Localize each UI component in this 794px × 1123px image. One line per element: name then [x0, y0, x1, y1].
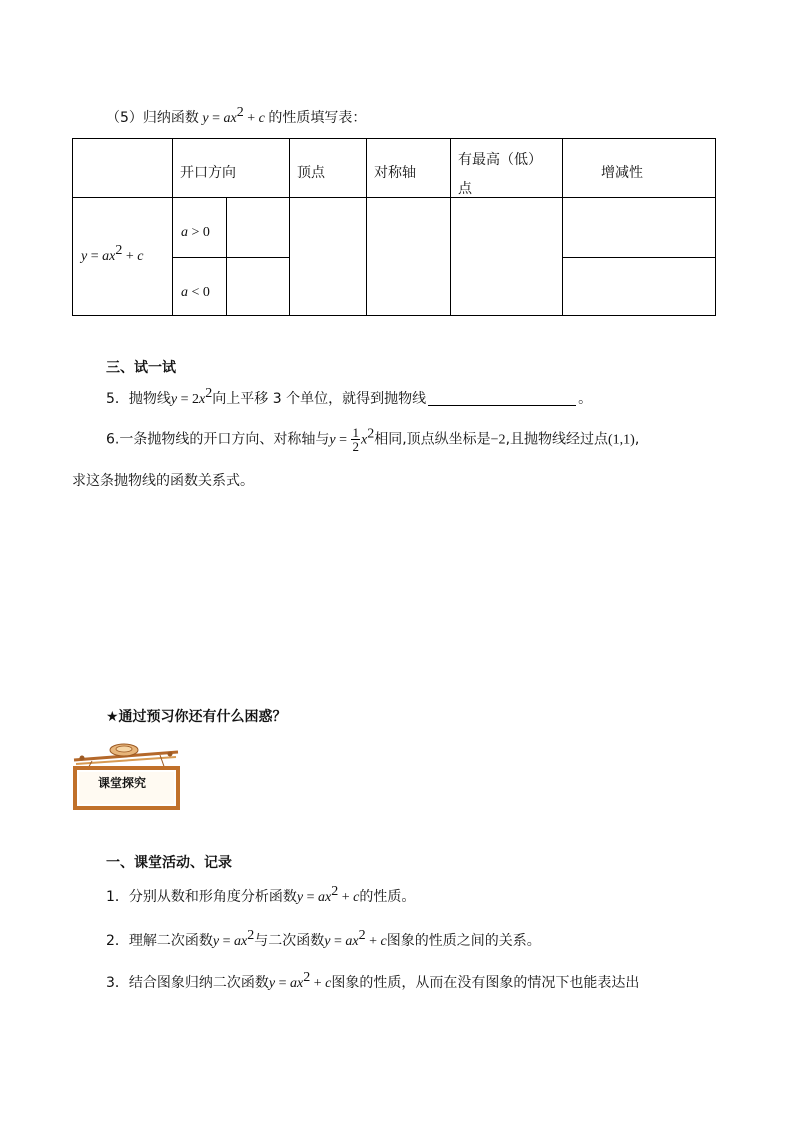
fraction-one-half: $\frac{1}{2}$ [352, 425, 359, 454]
q5-end: 。 [578, 391, 593, 407]
section5-suffix: 的性质填写表： [268, 110, 367, 126]
activity-item-3: 3．结合图象归纳二次函数$y = ax^2 + c$图象的性质，从而在没有图象的情况下也能表达出 [106, 970, 640, 991]
condition-a-positive: a > 0 [181, 225, 210, 240]
q6-mid: 相同,顶点纵坐标是 [374, 431, 491, 448]
header-max-min-line2: 点 [458, 181, 472, 197]
activity-item-2: 2．理解二次函数$y = ax^2$与二次函数$y = ax^2 + c$图象的性质之间的关系。 [106, 928, 541, 949]
header-max-min-line1: 有最高（低） [458, 152, 542, 168]
q6-point: (1,1) [608, 432, 635, 448]
answer-blank[interactable] [428, 391, 576, 406]
q6-mid2: ,且抛物线经过点 [505, 431, 609, 448]
row-label-formula: $y = ax^2 + c$ [81, 243, 144, 264]
q5-suffix: 向上平移 3 个单位，就得到抛物线 [212, 391, 427, 407]
question-6-line1: 6.一条抛物线的开口方向、对称轴与y = $\frac{1}{2}$ $x^2$相同,顶点纵坐标是−2,且抛物线经过点(1,1), [106, 425, 640, 454]
banner-label: 课堂探究 [98, 776, 147, 790]
activity-item-1: 1．分别从数和形角度分析函数$y = ax^2 + c$的性质。 [106, 884, 416, 905]
condition-a-negative: a < 0 [181, 285, 210, 300]
header-axis-of-symmetry: 对称轴 [374, 165, 416, 181]
header-vertex: 顶点 [297, 165, 325, 181]
section5-line: （5）归纳函数 $y = ax^2 + c$ 的性质填写表： [106, 105, 367, 126]
header-monotonicity: 增减性 [601, 165, 643, 181]
question-6-line2: 求这条抛物线的函数关系式。 [72, 473, 254, 489]
property-table [72, 138, 716, 316]
question-5: 5．抛物线$y = 2x^2$向上平移 3 个单位，就得到抛物线 。 [106, 386, 593, 407]
section5-prefix: （5）归纳函数 [106, 110, 199, 126]
q6-prefix: 6.一条抛物线的开口方向、对称轴与 [106, 431, 330, 448]
q5-prefix: 5．抛物线 [106, 391, 171, 407]
try-section-heading: 三、试一试 [106, 360, 176, 376]
header-opening-direction: 开口方向 [180, 165, 236, 181]
section5-formula: y [198, 111, 209, 126]
activity-heading: 一、课堂活动、记录 [106, 855, 232, 871]
confusion-prompt: ★通过预习你还有什么困惑？ [106, 709, 287, 725]
header-max-min-point [458, 149, 542, 169]
q6-value: −2 [490, 432, 506, 448]
